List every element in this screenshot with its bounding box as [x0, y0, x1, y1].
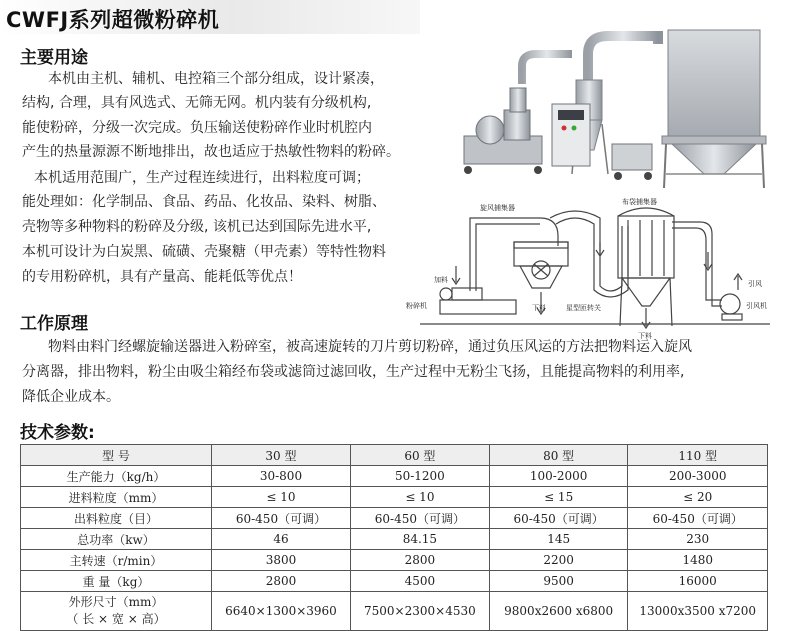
label-bag-collector: 布袋捕集器 — [622, 198, 657, 206]
table-header-row — [21, 445, 768, 466]
table-cell: ≤ 10 — [350, 487, 489, 508]
use-line-6: 能处理如：化学制品、食品、药品、化妆品、染料、树脂、 — [22, 194, 386, 210]
table-cell: 84.15 — [350, 529, 489, 550]
dimensions-label-line-2: （ 长 × 宽 × 高） — [66, 612, 166, 626]
table-cell: 7500×2300×4530 — [350, 592, 489, 631]
table-cell: 145 — [489, 529, 628, 550]
table-cell: 9800x2600 x6800 — [489, 592, 628, 631]
table-cell: 13000x3500 x7200 — [628, 592, 768, 631]
label-fan: 引风机 — [746, 302, 767, 310]
table-cell: 200-3000 — [628, 466, 768, 487]
table-row — [21, 466, 768, 487]
table-cell: 60-450（可调） — [489, 508, 628, 529]
table-cell: 100-2000 — [489, 466, 628, 487]
table-header-cell: 型 号 — [21, 445, 212, 466]
table-row — [21, 529, 768, 550]
use-line-4: 产生的热量源源不断地排出，故也适应于热敏性物料的粉碎。 — [22, 144, 400, 160]
table-header-cell: 30 型 — [212, 445, 351, 466]
label-induced-air: 引风 — [748, 280, 762, 288]
use-line-2: 结构, 合理，具有风选式、无筛无网。机内装有分级机构, — [22, 95, 372, 111]
label-cyclone-collector: 旋风捕集器 — [480, 204, 515, 212]
label-discharge-2: 下料 — [638, 332, 652, 340]
table-row — [21, 571, 768, 592]
spec-table — [20, 444, 768, 631]
table-header-cell: 80 型 — [489, 445, 628, 466]
table-cell: 16000 — [628, 571, 768, 592]
table-cell: 6640×1300×3960 — [212, 592, 351, 631]
table-cell: 60-450（可调） — [628, 508, 768, 529]
table-cell: 230 — [628, 529, 768, 550]
principle-line-3: 降低企业成本。 — [22, 389, 120, 405]
table-row — [21, 550, 768, 571]
use-line-8: 本机可设计为白炭黑、硫磺、壳聚糖（甲壳素）等特性物料 — [22, 244, 386, 260]
table-row — [21, 487, 768, 508]
table-header-cell: 110 型 — [628, 445, 768, 466]
machine-photo — [452, 24, 772, 196]
table-cell: ≤ 10 — [212, 487, 351, 508]
table-cell: 3800 — [212, 550, 351, 571]
table-cell: ≤ 15 — [489, 487, 628, 508]
table-cell: 主转速（r/min） — [21, 550, 212, 571]
table-cell: 进料粒度（mm） — [21, 487, 212, 508]
label-rotary-valve: 星型匝转关 — [566, 304, 601, 312]
table-cell: 2800 — [212, 571, 351, 592]
use-line-1: 本机由主机、辅机、电控箱三个部分组成，设计紧凑， — [48, 71, 384, 87]
table-cell: 30-800 — [212, 466, 351, 487]
table-cell: 50-1200 — [350, 466, 489, 487]
table-cell: 9500 — [489, 571, 628, 592]
principle-line-1: 物料由料门经螺旋输送器进入粉碎室，被高速旋转的刀片剪切粉碎，通过负压风运的方法把物料运入旋风 — [48, 339, 692, 355]
label-feed: 加料 — [434, 276, 448, 284]
table-row — [21, 508, 768, 529]
table-cell: 重 量（kg） — [21, 571, 212, 592]
table-cell: 60-450（可调） — [212, 508, 351, 529]
page-title: CWFJ系列超微粉碎机 — [6, 8, 220, 32]
heading-main-use: 主要用途 — [20, 48, 88, 68]
table-cell: 46 — [212, 529, 351, 550]
use-line-7: 壳物等多种物料的粉碎及分级, 该机已达到国际先进水平, — [22, 219, 372, 235]
table-row — [21, 592, 768, 631]
table-cell: 2800 — [350, 550, 489, 571]
table-cell: ≤ 20 — [628, 487, 768, 508]
table-cell-dimensions-label — [21, 592, 212, 631]
table-cell: 1480 — [628, 550, 768, 571]
table-header-cell: 60 型 — [350, 445, 489, 466]
use-line-3: 能使粉碎，分级一次完成。负压输送使粉碎作业时机腔内 — [22, 120, 372, 136]
heading-working-principle: 工作原理 — [20, 314, 88, 334]
table-cell: 生产能力（kg/h） — [21, 466, 212, 487]
use-line-5: 本机适用范围广，生产过程连续进行，出料粒度可调； — [34, 170, 370, 186]
heading-tech-params: 技术参数: — [20, 423, 95, 443]
table-cell: 60-450（可调） — [350, 508, 489, 529]
use-line-9: 的专用粉碎机，具有产量高、能耗低等优点！ — [22, 269, 302, 285]
table-cell: 2200 — [489, 550, 628, 571]
table-cell: 总功率（kw） — [21, 529, 212, 550]
table-cell: 出料粒度（目） — [21, 508, 212, 529]
principle-line-2: 分离器，排出物料，粉尘由吸尘箱经布袋或滤筒过滤回收，生产过程中无粉尘飞扬，且能提高物料的利用率, — [22, 364, 685, 380]
process-diagram — [400, 196, 785, 346]
table-cell: 4500 — [350, 571, 489, 592]
dimensions-label-line-1: 外形尺寸（mm） — [68, 595, 164, 609]
label-crusher: 粉碎机 — [406, 302, 427, 310]
label-discharge-1: 下料 — [532, 304, 546, 312]
